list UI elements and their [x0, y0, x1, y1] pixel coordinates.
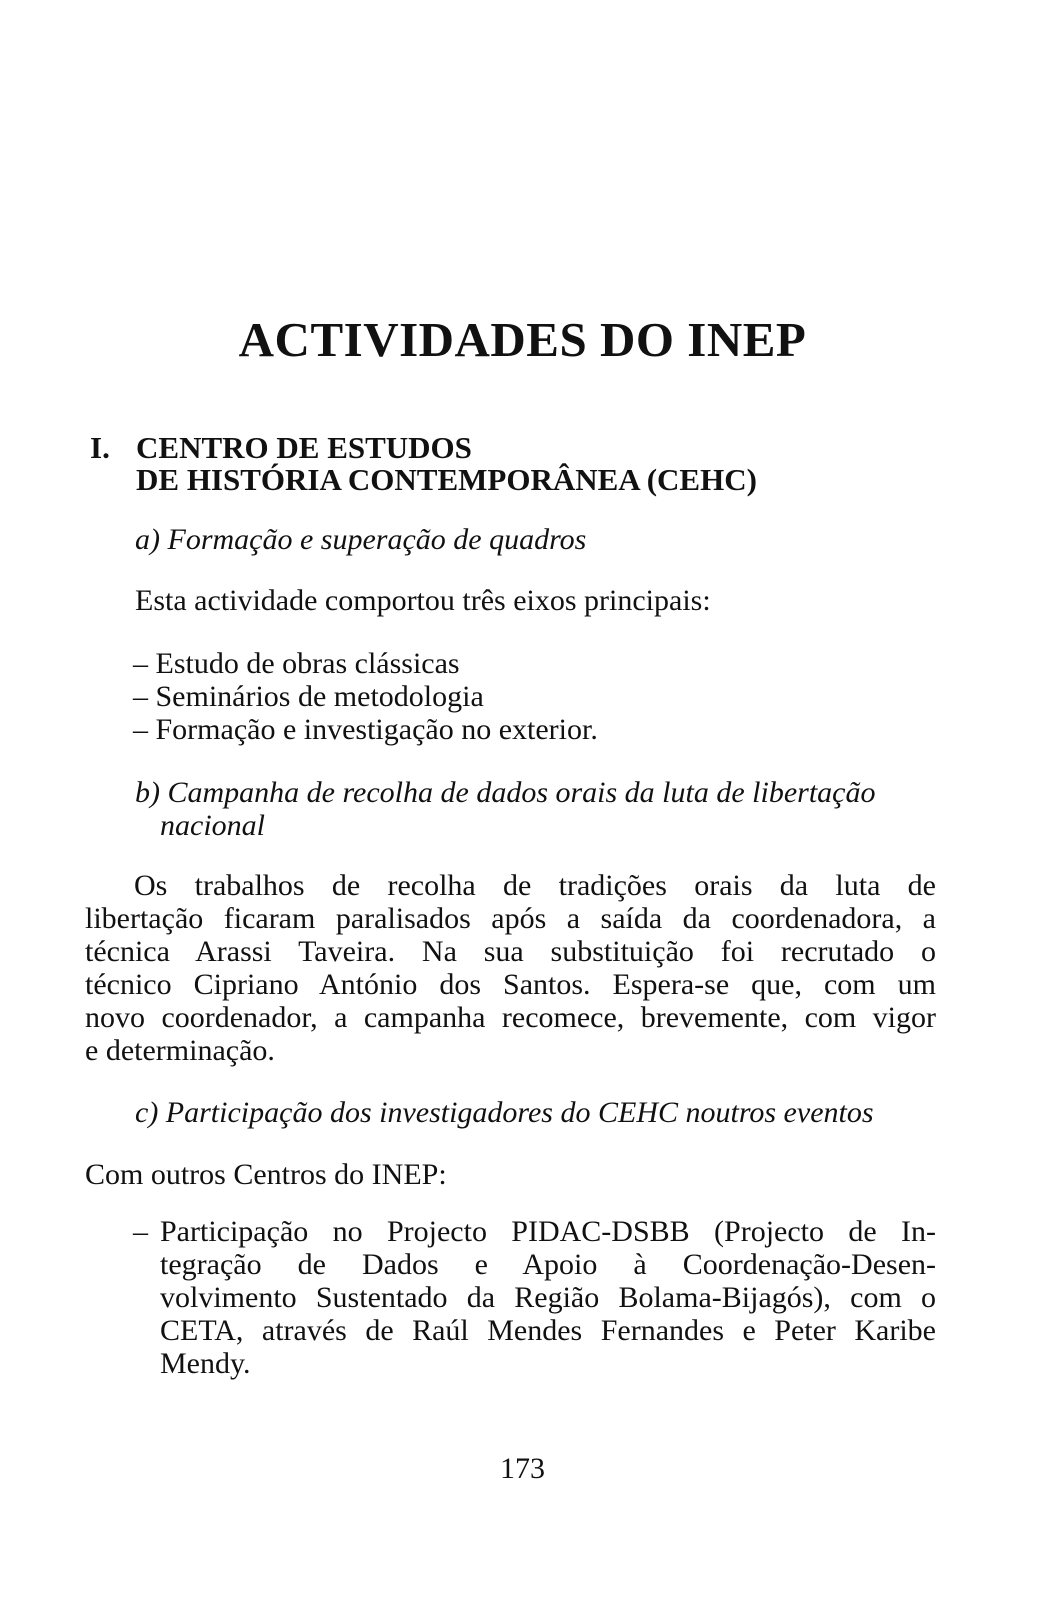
list-item: – Formação e investigação no exterior. [133, 713, 598, 746]
bullet-dash: – [133, 1215, 148, 1248]
bullet-line: CETA, através de Raúl Mendes Fernandes e Peter Karibe [160, 1314, 936, 1347]
paragraph-line: técnico Cipriano António dos Santos. Espera-se que, com um [85, 968, 936, 1001]
subsection-c-heading: c) Participação dos investigadores do CEHC noutros eventos [135, 1096, 874, 1129]
bullet-line: volvimento Sustentado da Região Bolama-Bijagós), com o [160, 1281, 936, 1314]
subsection-a-heading: a) Formação e superação de quadros [135, 523, 587, 556]
section-title-line-2: DE HISTÓRIA CONTEMPORÂNEA (CEHC) [136, 462, 757, 497]
list-item: – Estudo de obras clássicas [133, 647, 460, 680]
bullet-line: tegração de Dados e Apoio à Coordenação-Desen- [160, 1248, 936, 1281]
bullet-line: Mendy. [160, 1347, 251, 1380]
paragraph-line: técnica Arassi Taveira. Na sua substituição foi recrutado o [85, 935, 936, 968]
paragraph-line: e determinação. [85, 1034, 275, 1067]
paragraph-line: libertação ficaram paralisados após a saída da coordenadora, a [85, 902, 936, 935]
paragraph-line: novo coordenador, a campanha recomece, brevemente, com vigor [85, 1001, 936, 1034]
paragraph-line: Os trabalhos de recolha de tradições orais da luta de [134, 869, 936, 902]
subsection-c-intro: Com outros Centros do INEP: [85, 1158, 447, 1191]
subsection-b-heading-line-2: nacional [160, 809, 265, 842]
section-title-line-1: CENTRO DE ESTUDOS [136, 430, 472, 465]
section-number: I. [90, 430, 110, 465]
page-title: ACTIVIDADES DO INEP [238, 312, 807, 367]
bullet-line: Participação no Projecto PIDAC-DSBB (Projecto de In- [160, 1215, 936, 1248]
subsection-b-heading-line-1: b) Campanha de recolha de dados orais da luta de libertação [135, 776, 876, 809]
subsection-a-intro: Esta actividade comportou três eixos principais: [135, 584, 711, 617]
list-item: – Seminários de metodologia [133, 680, 484, 713]
page-number: 173 [500, 1452, 545, 1485]
